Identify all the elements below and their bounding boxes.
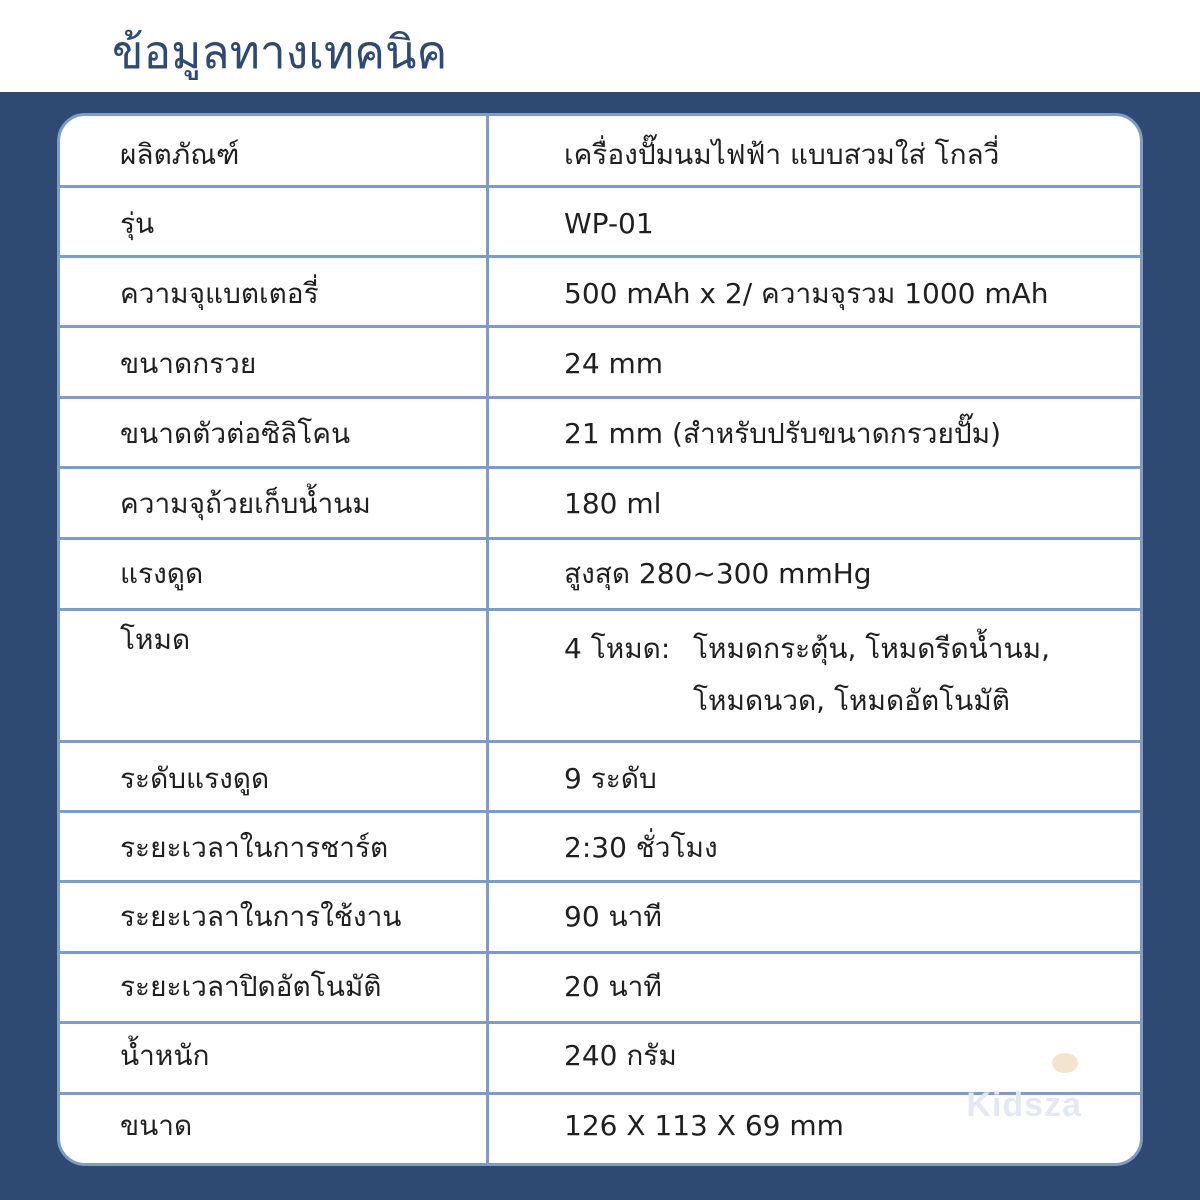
spec-label: ความจุถ้วยเก็บน้ำนม — [120, 487, 371, 520]
spec-value: สูงสุด 280~300 mmHg — [564, 557, 872, 590]
spec-label: ขนาด — [120, 1109, 193, 1142]
spec-value: WP-01 — [564, 207, 654, 240]
mode-line-2: โหมดนวด, โหมดอัตโนมัติ — [693, 684, 1010, 717]
spec-row — [60, 258, 1140, 328]
spec-row — [60, 188, 1140, 258]
mode-count: 4 โหมด: — [564, 632, 671, 665]
spec-row — [60, 954, 1140, 1024]
spec-value: 20 นาที — [564, 970, 662, 1003]
spec-label: แรงดูด — [120, 557, 204, 590]
spec-label: ความจุแบตเตอรี่ — [120, 277, 319, 310]
spec-value: 2:30 ชั่วโมง — [564, 831, 718, 864]
spec-table — [57, 113, 1143, 1166]
watermark-mascot-icon — [1052, 1053, 1078, 1073]
spec-label: รุ่น — [120, 207, 155, 240]
spec-label: ระยะเวลาในการใช้งาน — [120, 900, 402, 933]
spec-label: ขนาดกรวย — [120, 347, 257, 380]
spec-value: 500 mAh x 2/ ความจุรวม 1000 mAh — [564, 277, 1049, 310]
spec-label: ระดับแรงดูด — [120, 762, 270, 795]
spec-value: 126 X 113 X 69 mm — [564, 1109, 844, 1142]
spec-row — [60, 611, 1140, 743]
spec-label: ขนาดตัวต่อซิลิโคน — [120, 417, 351, 450]
mode-list-1: โหมดกระตุ้น, โหมดรีดน้ำนม, — [693, 632, 1051, 665]
spec-value: 90 นาที — [564, 900, 662, 933]
spec-label: ผลิตภัณฑ์ — [120, 138, 240, 171]
spec-row — [60, 1024, 1140, 1095]
mode-line-1 — [564, 631, 1050, 667]
spec-value: 21 mm (สำหรับปรับขนาดกรวยปั๊ม) — [564, 417, 1002, 450]
spec-value: 24 mm — [564, 347, 664, 380]
spec-row — [60, 399, 1140, 469]
spec-row — [60, 469, 1140, 540]
spec-value: 240 กรัม — [564, 1039, 677, 1072]
header — [0, 0, 1200, 92]
spec-row — [60, 540, 1140, 611]
spec-row — [60, 813, 1140, 883]
spec-label: โหมด — [120, 623, 191, 656]
spec-row — [60, 883, 1140, 954]
spec-value: 9 ระดับ — [564, 762, 657, 795]
page-title: ข้อมูลทางเทคนิค — [112, 25, 448, 79]
spec-row — [60, 743, 1140, 813]
spec-row — [60, 328, 1140, 399]
watermark-logo: Kidsza — [966, 1086, 1082, 1124]
spec-label: ระยะเวลาปิดอัตโนมัติ — [120, 970, 382, 1003]
spec-value: 180 ml — [564, 487, 662, 520]
spec-value: เครื่องปั๊มนมไฟฟ้า แบบสวมใส่ โกลวี่ — [564, 138, 1000, 171]
spec-label: น้ำหนัก — [120, 1039, 210, 1072]
spec-row — [60, 116, 1140, 188]
spec-label: ระยะเวลาในการชาร์ต — [120, 831, 389, 864]
